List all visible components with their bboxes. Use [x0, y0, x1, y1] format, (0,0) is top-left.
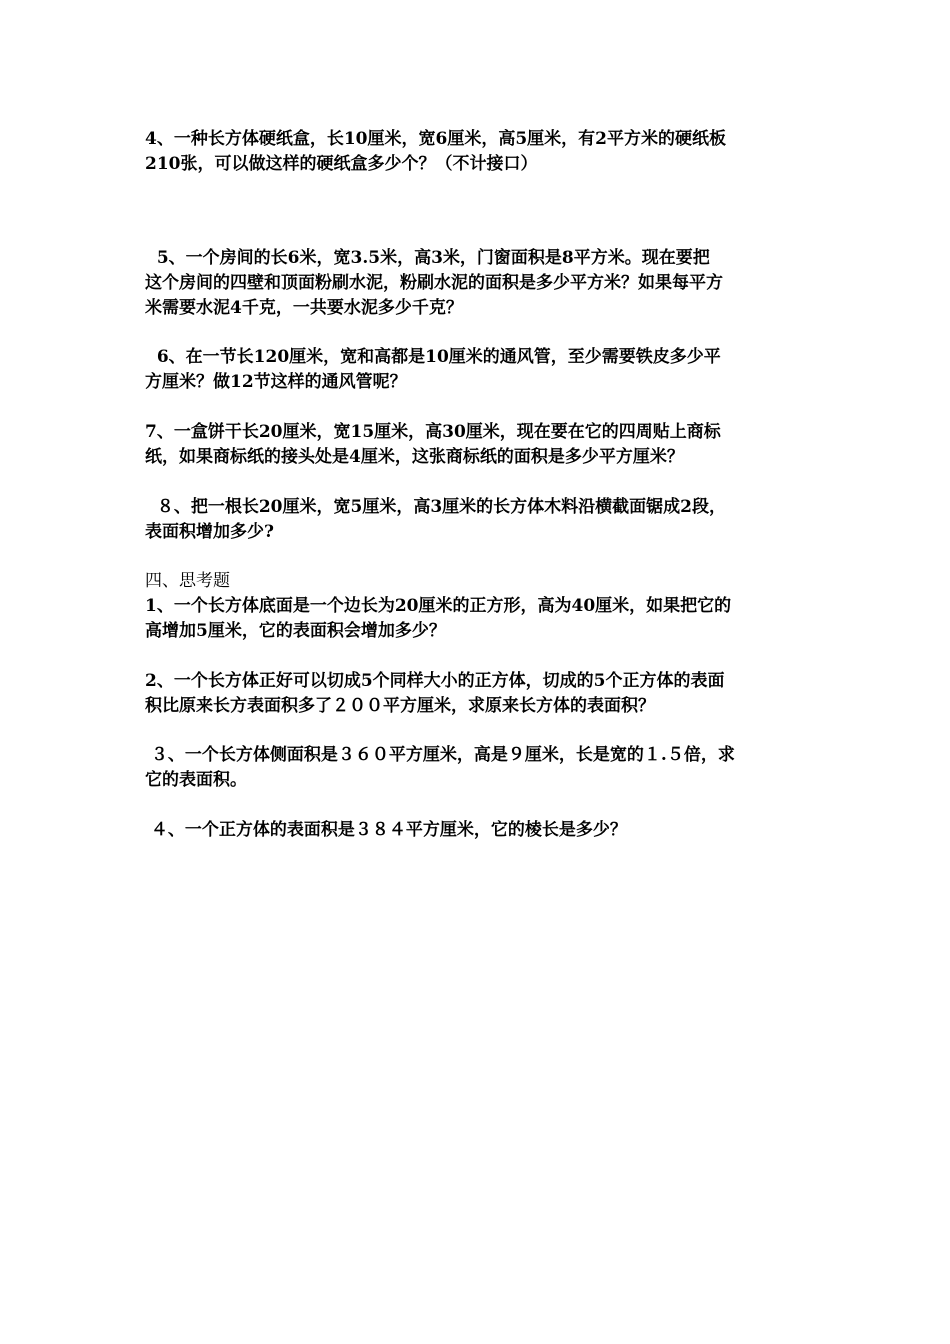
question-8-line-2: 表面积增加多少? [145, 522, 274, 542]
section-heading-thinking: 四、思考题 [145, 571, 230, 591]
question-5-line-1: 5、一个房间的长6米，宽3.5米，高3米，门窗面积是8平方米。现在要把 [145, 248, 710, 268]
question-7-line-1: 7、一盒饼干长20厘米，宽15厘米，高30厘米，现在要在它的四周贴上商标 [145, 422, 721, 442]
thinking-1-line-2: 高增加5厘米，它的表面积会增加多少？ [145, 621, 446, 641]
question-4-line-2: 210张，可以做这样的硬纸盒多少个？（不计接口） [145, 154, 538, 174]
thinking-4-line-1: ４、一个正方体的表面积是３８４平方厘米，它的棱长是多少？ [145, 820, 627, 840]
question-6-line-2: 方厘米？做12节这样的通风管呢？ [145, 372, 407, 392]
thinking-2-line-2: 积比原来长方表面积多了２００平方厘米，求原来长方体的表面积？ [145, 696, 655, 716]
thinking-2-line-1: 2、一个长方体正好可以切成5个同样大小的正方体，切成的5个正方体的表面 [145, 671, 725, 691]
thinking-3-line-1: ３、一个长方体侧面积是３６０平方厘米，高是９厘米，长是宽的１.５倍，求 [145, 745, 735, 765]
thinking-3-line-2: 它的表面积。 [145, 770, 247, 790]
thinking-1-line-1: 1、一个长方体底面是一个边长为20厘米的正方形，高为40厘米，如果把它的 [145, 596, 732, 616]
question-7-line-2: 纸，如果商标纸的接头处是4厘米，这张商标纸的面积是多少平方厘米？ [145, 447, 684, 467]
question-5-line-3: 米需要水泥4千克，一共要水泥多少千克？ [145, 298, 463, 318]
question-4-line-1: 4、一种长方体硬纸盒，长10厘米，宽6厘米，高5厘米，有2平方米的硬纸板 [145, 129, 726, 149]
question-8-line-1: ８、把一根长20厘米，宽5厘米，高3厘米的长方体木料沿横截面锯成2段， [145, 497, 726, 517]
question-6-line-1: 6、在一节长120厘米，宽和高都是10厘米的通风管，至少需要铁皮多少平 [145, 347, 721, 367]
question-5-line-2: 这个房间的四壁和顶面粉刷水泥，粉刷水泥的面积是多少平方米？如果每平方 [145, 273, 723, 293]
